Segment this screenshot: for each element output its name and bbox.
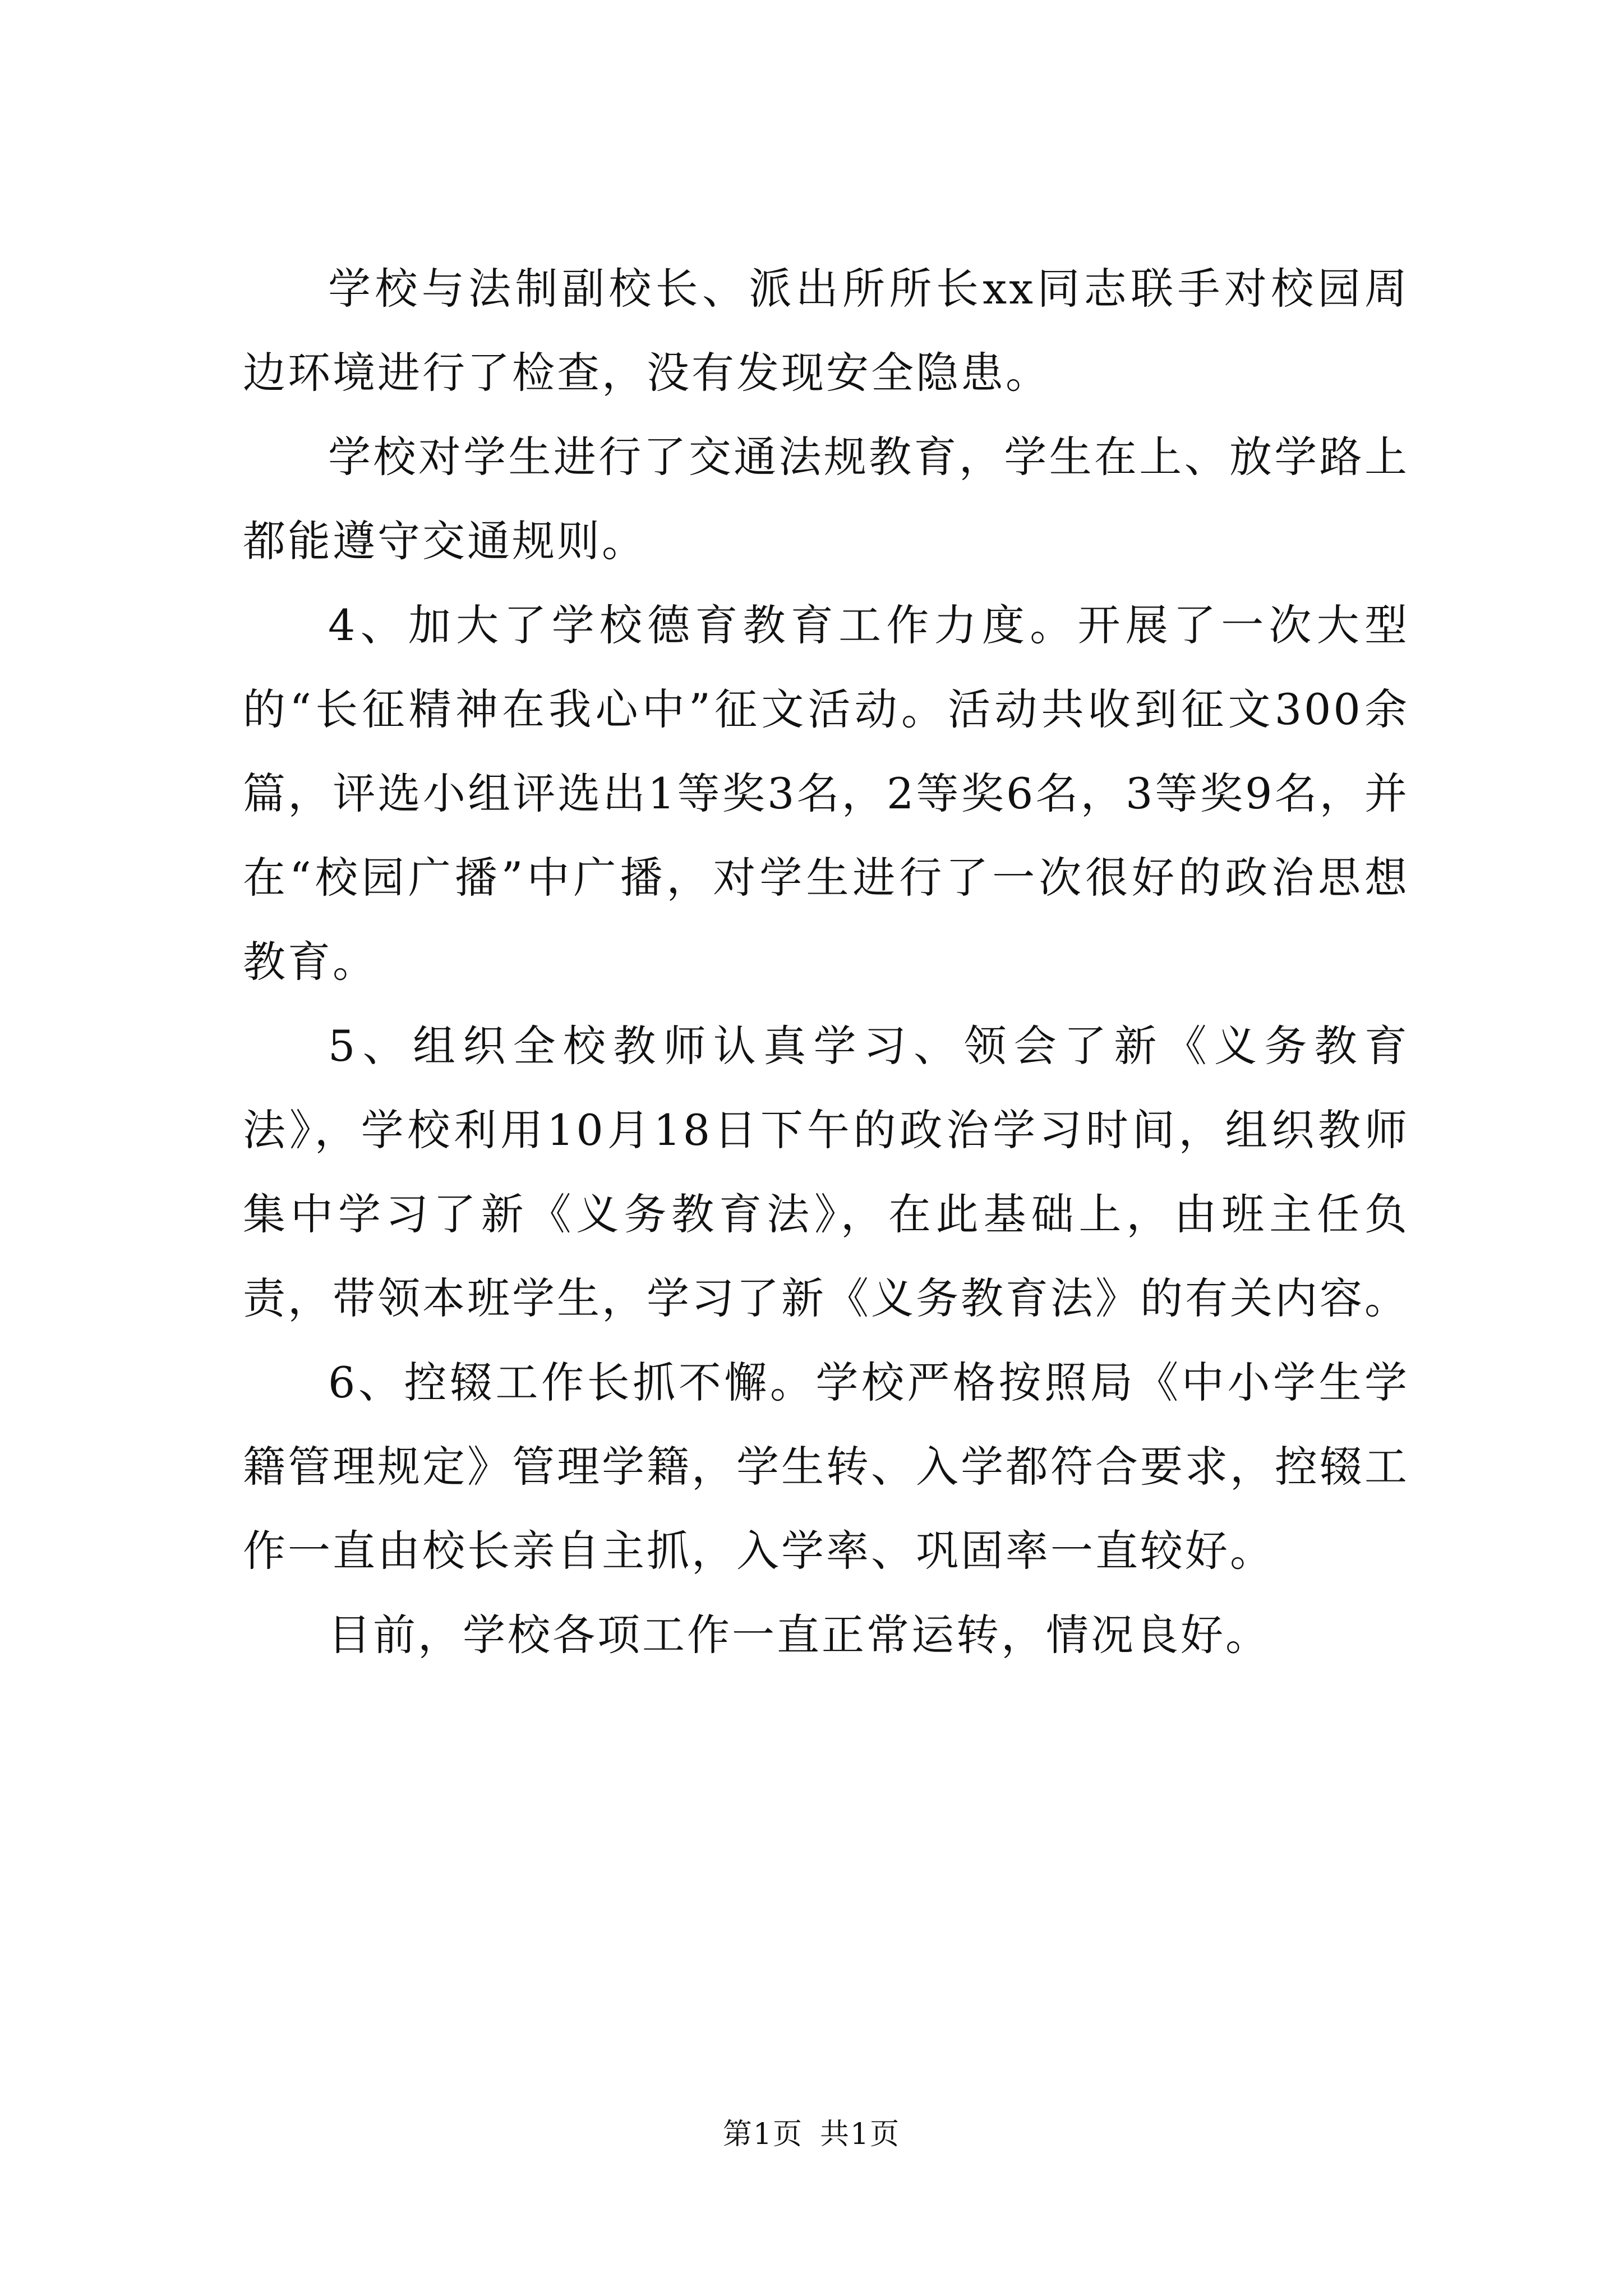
paragraph-dropout-control: 6、控辍工作长抓不懈。学校严格按照局《中小学生学籍管理规定》管理学籍，学生转、入学都符合要求，控辍工作一直由校长亲自主抓，入学率、巩固率一直较好。 — [243, 1358, 1409, 1576]
paragraph-inspection: 学校与法制副校长、派出所所长xx同志联手对校园周边环境进行了检查，没有发现安全隐患。 — [243, 264, 1409, 398]
document-body — [243, 247, 1409, 1677]
paragraph-education-law-study: 5、组织全校教师认真学习、领会了新《义务教育法》，学校利用10月18日下午的政治学习时间，组织教师集中学习了新《义务教育法》，在此基础上，由班主任负责，带领本班学生，学习了新《义务教育法》的有关内容。 — [243, 1021, 1409, 1323]
paragraph-traffic-education: 学校对学生进行了交通法规教育，学生在上、放学路上都能遵守交通规则。 — [243, 432, 1409, 566]
page-total: 共1页 — [820, 2118, 901, 2151]
paragraph-moral-education: 4、加大了学校德育教育工作力度。开展了一次大型的“长征精神在我心中”征文活动。活动共收到征文300余篇，评选小组评选出1等奖3名，2等奖6名，3等奖9名，并在“校园广播”中广播，对学生进行了一次很好的政治思想教育。 — [243, 600, 1409, 987]
paragraph-summary: 目前，学校各项工作一直正常运转，情况良好。 — [328, 1610, 1270, 1660]
page-number: 第1页 — [722, 2118, 803, 2151]
page-footer — [0, 2115, 1623, 2154]
